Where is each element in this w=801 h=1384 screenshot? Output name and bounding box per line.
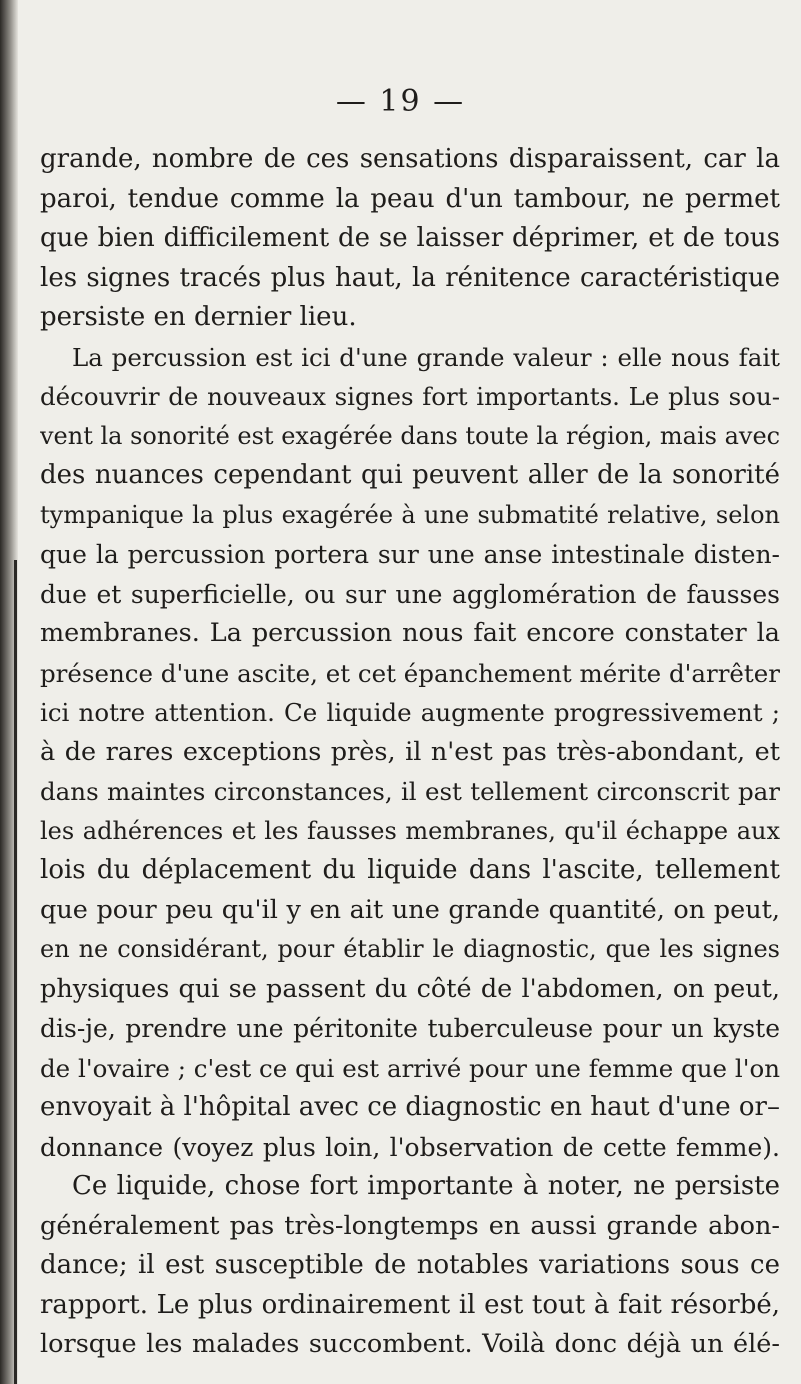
text-line: à de rares exceptions près, il n'est pas très-abondant, et xyxy=(40,736,780,767)
text-line: découvrir de nouveaux signes fort importants. Le plus sou- xyxy=(40,382,780,411)
text-line: grande, nombre de ces sensations disparaissent, car la xyxy=(40,144,780,174)
text-line: La percussion est ici d'une grande valeur : elle nous fait xyxy=(72,342,780,372)
text-line: généralement pas très-longtemps en aussi grande abon- xyxy=(40,1210,780,1241)
text-line: donnance (voyez plus loin, l'observation de cette femme). xyxy=(40,1132,780,1162)
text-line: paroi, tendue comme la peau d'un tambour, ne permet xyxy=(40,183,780,214)
binding-edge xyxy=(14,560,17,1384)
text-line: physiques qui se passent du côté de l'abdomen, on peut, xyxy=(40,973,780,1004)
text-line: les signes tracés plus haut, la rénitence caractéristique xyxy=(40,262,780,293)
text-line: dance; il est susceptible de notables variations sous ce xyxy=(40,1250,780,1280)
text-line: ici notre attention. Ce liquide augmente progressivement ; xyxy=(40,698,780,727)
text-line: des nuances cependant qui peuvent aller de la sonorité xyxy=(40,460,780,490)
text-line: persiste en dernier lieu. xyxy=(40,302,357,332)
text-line: dans maintes circonstances, il est tellement circonscrit par xyxy=(40,777,780,806)
text-line: due et superficielle, ou sur une agglomération de fausses xyxy=(40,579,780,609)
text-line: de l'ovaire ; c'est ce qui est arrivé pour une femme que l'on xyxy=(40,1053,780,1083)
text-line: membranes. La percussion nous fait encore constater la xyxy=(40,618,780,648)
text-line: dis-je, prendre une péritonite tuberculeuse pour un kyste xyxy=(40,1014,780,1043)
text-line: présence d'une ascite, et cet épanchement mérite d'arrêter xyxy=(40,658,780,688)
text-line: vent la sonorité est exagérée dans toute la région, mais avec xyxy=(40,421,780,450)
text-line: que bien difficilement de se laisser déprimer, et de tous xyxy=(40,223,780,253)
text-line: rapport. Le plus ordinairement il est tout à fait résorbé, xyxy=(40,1289,780,1320)
text-line: Ce liquide, chose fort importante à noter, ne persiste xyxy=(72,1171,780,1201)
text-line: en ne considérant, pour établir le diagnostic, que les signes xyxy=(40,935,780,963)
text-line: lorsque les malades succombent. Voilà donc déjà un élé- xyxy=(40,1329,780,1359)
page-number: — 19 — xyxy=(335,84,466,119)
text-line: que la percussion portera sur une anse intestinale disten- xyxy=(40,540,780,569)
body-text xyxy=(40,140,780,1365)
text-line: envoyait à l'hôpital avec ce diagnostic en haut d'une or– xyxy=(40,1092,780,1122)
text-line: que pour peu qu'il y en ait une grande quantité, on peut, xyxy=(40,894,780,925)
text-line: les adhérences et les fausses membranes, qu'il échappe aux xyxy=(40,816,780,845)
text-line: lois du déplacement du liquide dans l'ascite, tellement xyxy=(40,855,780,885)
text-line: tympanique la plus exagérée à une submatité relative, selon xyxy=(40,500,780,529)
